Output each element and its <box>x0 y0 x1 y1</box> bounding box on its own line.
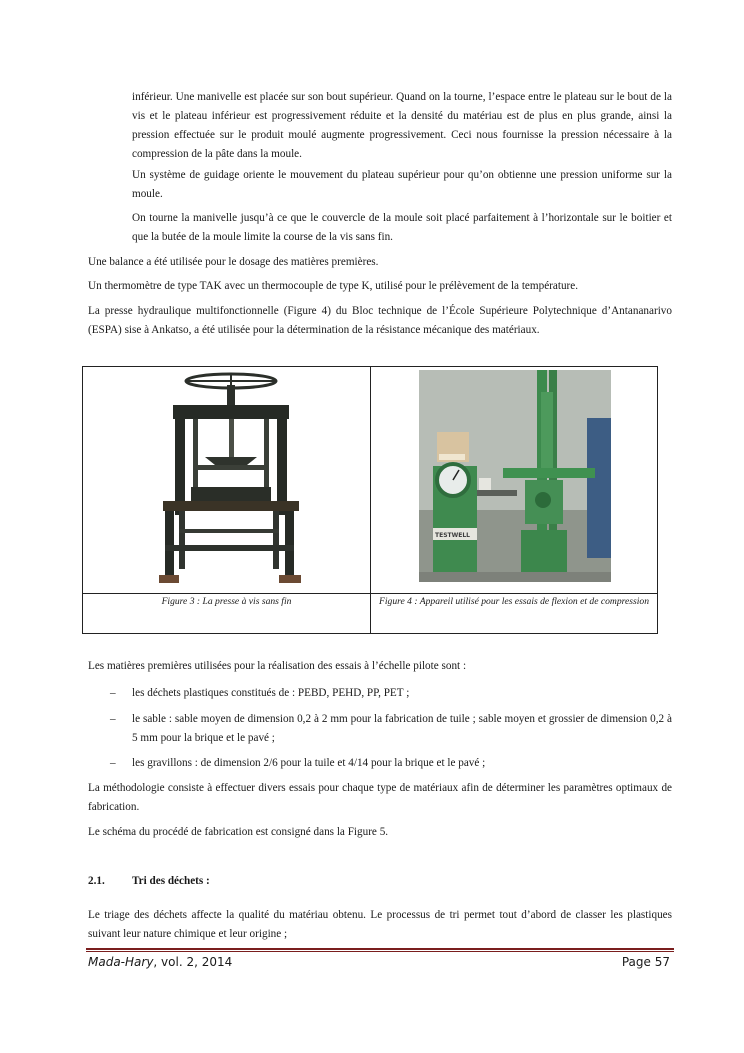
list-item-text: les gravillons : de dimension 2/6 pour la tuile et 4/14 pour la brique et le pavé ; <box>132 757 486 769</box>
paragraph-guidance-system: Un système de guidage oriente le mouvement du plateau supérieur pour qu’on obtienne une pression uniforme sur la moule. <box>132 169 672 200</box>
section-title: Tri des déchets : <box>132 875 210 887</box>
figure-4-testing-machine-image <box>419 370 611 582</box>
paragraph-raw-materials-intro: Les matières premières utilisées pour la réalisation des essais à l’échelle pilote sont : <box>88 660 467 672</box>
list-item-text: le sable : sable moyen de dimension 0,2 à 2 mm pour la fabrication de tuile ; sable moyen et grossier de dimension 0,2 à 5 mm pour la brique et le pavé ; <box>132 713 672 744</box>
figure-3-caption: Figure 3 : La presse à vis sans fin <box>161 596 292 607</box>
section-number: 2.1. <box>88 875 105 887</box>
testwell-label: TESTWELL <box>435 532 470 539</box>
paragraph-methodology: La méthodologie consiste à effectuer divers essais pour chaque type de matériaux afin de déterminer les paramètres optimaux de fabrication. <box>88 782 672 813</box>
figure-table <box>82 366 658 634</box>
footer-journal <box>88 955 232 969</box>
bullet-dash: – <box>110 757 116 769</box>
list-item-text: les déchets plastiques constitués de : PEBD, PEHD, PP, PET ; <box>132 687 410 699</box>
bullet-dash: – <box>110 687 116 699</box>
journal-name: Mada-Hary <box>88 955 154 969</box>
paragraph-press-mechanism: inférieur. Une manivelle est placée sur son bout supérieur. Quand on la tourne, l’espace entre le plateau sur le bout de la vis et le plateau inférieur est progressivement réduite et la densité du matériau est de plus en plus grande, ainsi la pression effectuée sur le produit moulé augmente progressivement. Ceci nous fournisse la pression nécessaire à la compression de la pâte dans la moule. <box>132 91 672 160</box>
paragraph-crank-operation: On tourne la manivelle jusqu’à ce que le couvercle de la moule soit placé parfaitement à l’horizontale sur le boitier et que la butée de la moule limite la course de la vis sans fin. <box>132 212 672 243</box>
page-number: Page 57 <box>621 955 670 969</box>
bullet-dash: – <box>110 713 116 725</box>
paragraph-thermometer: Un thermomètre de type TAK avec un thermocouple de type K, utilisé pour le prélèvement de la température. <box>88 280 579 292</box>
footer-rule-thin <box>86 951 674 952</box>
paragraph-hydraulic-press: La presse hydraulique multifonctionnelle (Figure 4) du Bloc technique de l’École Supérieure Polytechnique d’Antananarivo (ESPA) sise à Ankatso, a été utilisée pour la détermination de la résistance mécanique des matériaux. <box>88 305 672 336</box>
footer-rule <box>86 948 674 950</box>
paragraph-process-scheme: Le schéma du procédé de fabrication est consigné dans la Figure 5. <box>88 826 389 838</box>
paragraph-balance: Une balance a été utilisée pour le dosage des matières premières. <box>88 256 379 268</box>
journal-volume: , vol. 2, 2014 <box>153 955 233 969</box>
paragraph-waste-sorting: Le triage des déchets affecte la qualité du matériau obtenu. Le processus de tri permet tout d’abord de classer les plastiques suivant leur nature chimique et leur origine ; <box>88 909 672 940</box>
figure-3-screw-press-image <box>153 371 303 587</box>
figure-4-caption: Figure 4 : Appareil utilisé pour les essais de flexion et de compression <box>379 596 650 607</box>
